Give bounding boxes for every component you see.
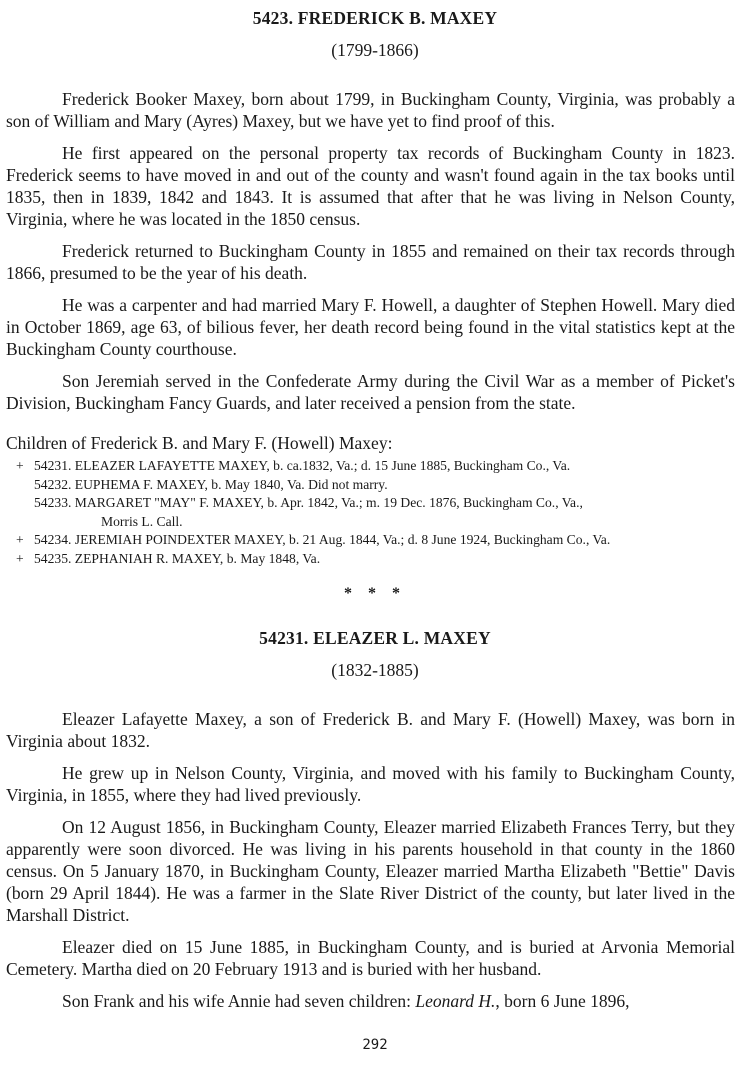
child-number: 54232. bbox=[34, 476, 72, 492]
child-text: ZEPHANIAH R. MAXEY, b. May 1848, Va. bbox=[74, 550, 321, 566]
section-title-eleazer: 54231. ELEAZER L. MAXEY bbox=[259, 628, 491, 648]
paragraph-text: Frederick returned to Buckingham County in 1855 and remained on their tax records through 1866, presumed to be the year of his death. bbox=[6, 241, 735, 283]
paragraph-text: He first appeared on the personal property tax records of Buckingham County in 1823. Frederick seems to have moved in and out of the county and wasn't found again in the tax books until 1835, then in 1839, 1842 and 1843. It is assumed that after that he was living in Nelson County, Virginia, where he was located in the 1850 census. bbox=[6, 143, 735, 229]
paragraph bbox=[6, 88, 735, 132]
descendant-marker: + bbox=[16, 458, 24, 473]
paragraph bbox=[6, 762, 735, 806]
children-list bbox=[16, 457, 738, 568]
child-text-continuation: Morris L. Call. bbox=[101, 513, 183, 529]
list-item bbox=[16, 531, 738, 550]
child-text: JEREMIAH POINDEXTER MAXEY, b. 21 Aug. 1844, Va.; d. 8 June 1924, Buckingham Co., Va. bbox=[74, 532, 611, 547]
section-dates-eleazer: (1832-1885) bbox=[331, 660, 419, 680]
paragraph-text: , born 6 June 1896, bbox=[495, 991, 630, 1011]
child-number: 54234. bbox=[34, 532, 72, 547]
child-number: 54233. bbox=[34, 495, 72, 510]
paragraph bbox=[6, 370, 735, 414]
descendant-marker: + bbox=[16, 550, 24, 566]
child-name-italic: Leonard H. bbox=[415, 991, 496, 1011]
paragraph bbox=[6, 708, 735, 752]
paragraph bbox=[6, 990, 735, 1012]
paragraph-text: Eleazer died on 15 June 1885, in Buckingham County, and is buried at Arvonia Memorial Cemetery. Martha died on 20 February 1913 and is buried with her husband. bbox=[6, 937, 735, 979]
paragraph-text: Son Jeremiah served in the Confederate Army during the Civil War as a member of Picket's Division, Buckingham Fancy Guards, and later received a pension from the state. bbox=[6, 371, 735, 413]
paragraph bbox=[6, 142, 735, 230]
section-title-frederick: 5423. FREDERICK B. MAXEY bbox=[252, 8, 498, 28]
child-number: 54235. bbox=[34, 550, 72, 566]
paragraph-text: He was a carpenter and had married Mary F. Howell, a daughter of Stephen Howell. Mary died in October 1869, age 63, of bilious fever, her death record being found in the vital statistics kept at the Buckingham County courthouse. bbox=[6, 295, 735, 359]
list-item bbox=[16, 550, 738, 569]
paragraph-text: On 12 August 1856, in Buckingham County, Eleazer married Elizabeth Frances Terry, but they apparently were soon divorced. He was living in his parents household in that county in the 1860 census. On 5 January 1870, in Buckingham County, Eleazer married Martha Elizabeth "Bettie" Davis (born 29 April 1844). He was a farmer in the Slate River District of the county, but later lived in the Marshall District. bbox=[6, 817, 735, 925]
child-text: ELEAZER LAFAYETTE MAXEY, b. ca.1832, Va.; d. 15 June 1885, Buckingham Co., Va. bbox=[74, 458, 571, 473]
page-number: 292 bbox=[362, 1037, 388, 1053]
list-item bbox=[16, 476, 738, 495]
section-dates-frederick: (1799-1866) bbox=[331, 40, 419, 60]
child-text: MARGARET "MAY" F. MAXEY, b. Apr. 1842, Va.; m. 19 Dec. 1876, Buckingham Co., Va., bbox=[74, 495, 583, 510]
children-heading: Children of Frederick B. and Mary F. (Howell) Maxey: bbox=[6, 433, 393, 453]
child-text: EUPHEMA F. MAXEY, b. May 1840, Va. Did not marry. bbox=[74, 476, 388, 492]
list-item bbox=[16, 494, 738, 531]
paragraph-text: Eleazer Lafayette Maxey, a son of Frederick B. and Mary F. (Howell) Maxey, was born in Virginia about 1832. bbox=[6, 709, 735, 751]
paragraph bbox=[6, 936, 735, 980]
child-number: 54231. bbox=[34, 458, 72, 473]
paragraph-text: Son Frank and his wife Annie had seven children: bbox=[62, 991, 416, 1011]
paragraph bbox=[6, 294, 735, 360]
section-separator: * * * bbox=[344, 585, 406, 602]
paragraph bbox=[6, 240, 735, 284]
list-item bbox=[16, 457, 738, 476]
paragraph bbox=[6, 816, 735, 926]
paragraph-text: Frederick Booker Maxey, born about 1799, in Buckingham County, Virginia, was probably a son of William and Mary (Ayres) Maxey, but we have yet to find proof of this. bbox=[6, 89, 735, 131]
paragraph-text: He grew up in Nelson County, Virginia, and moved with his family to Buckingham County, Virginia, in 1855, where they had lived previously. bbox=[6, 763, 735, 805]
descendant-marker: + bbox=[16, 532, 24, 547]
